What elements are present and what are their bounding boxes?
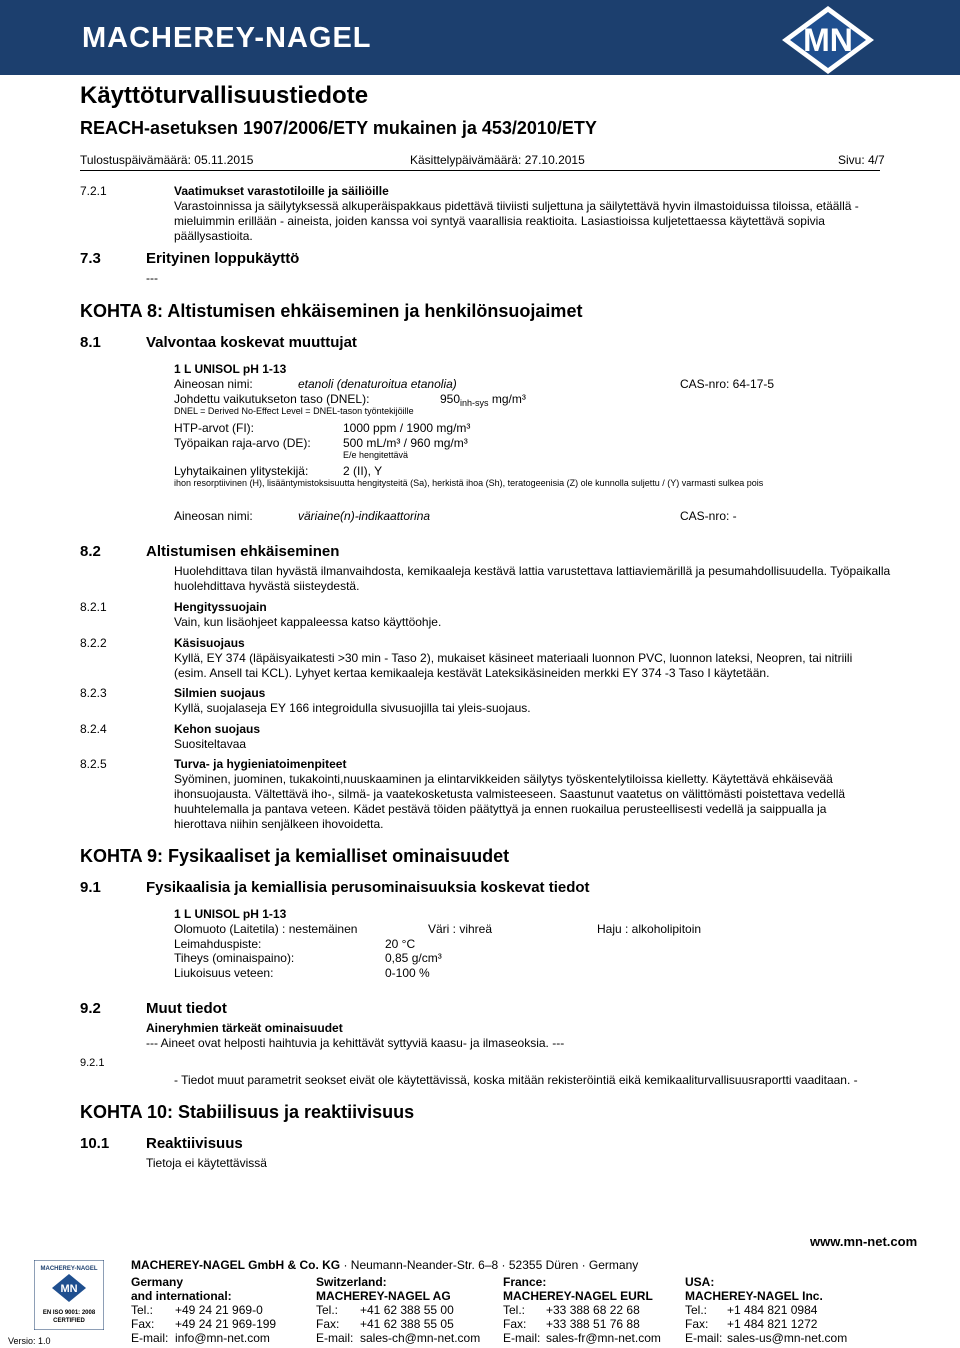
page-number: Sivu: 4/7 [838,153,885,167]
section-title: Silmien suojaus [174,686,266,700]
paragraph-line: (esim. Ansell tai KCL). Lyhyet kertaa kemikaaleja kestävät Lateksikäsineiden merkki EY 374 -3 Taso I käytetään. [174,666,770,680]
ingredient-label: Aineosan nimi: [174,377,253,391]
cas-number: CAS-nro: - [680,509,737,523]
color-value: Väri : vihreä [428,922,493,936]
footer-fax-label: Fax: [503,1317,527,1331]
footer-fax: +33 388 51 76 88 [546,1317,640,1331]
section-text: Kyllä, suojalaseja EY 166 integroidulla sivusuojilla tai yleis-suojaus. [174,701,531,715]
chapter-heading: KOHTA 10: Stabiilisuus ja reaktiivisuus [80,1102,415,1122]
footer-col-heading: France: [503,1275,547,1289]
section-number: 10.1 [80,1135,110,1152]
footer-fax: +41 62 388 55 05 [360,1317,454,1331]
solubility-value: 0-100 % [385,966,430,980]
section-title: Reaktiivisuus [146,1135,243,1152]
footer-col-heading: USA: [685,1275,715,1289]
footer-tel: +41 62 388 55 00 [360,1303,454,1317]
footer-fax: +49 24 21 969-199 [175,1317,277,1331]
dnel-note: DNEL = Derived No-Effect Level = DNEL-tason työntekijöille [174,406,414,416]
section-title: Muut tiedot [146,1000,227,1017]
company-line: MACHEREY-NAGEL GmbH & Co. KG · Neumann-Neander-Str. 6–8 · 52355 Düren · Germany [131,1258,639,1272]
work-limit-note: E/e hengitettävä [343,450,409,460]
solubility-label: Liukoisuus veteen: [174,966,274,980]
logo-text: MN [803,22,853,58]
certification-logo-icon [34,1260,104,1330]
legend-text: ihon resorptiivinen (H), lisääntymistoksisuutta hengitysteitä (Sa), herkistä ihoa (Sh), teratogeenisia (Z) ole kunnolla suljettu / (Y) varmasti sulkea pois [174,478,764,488]
ingredient-name: väriaine(n)-indikaattorina [298,509,431,523]
process-date: Käsittelypäivämäärä: 27.10.2015 [410,153,585,167]
footer-mail-label: E-mail: [131,1331,169,1345]
section-number: 9.2 [80,1000,101,1017]
footer-col-subheading: MACHEREY-NAGEL EURL [503,1289,653,1303]
footer-fax-label: Fax: [685,1317,709,1331]
paragraph-line: Syöminen, juominen, tukakointi,nuuskaaminen ja elintarvikkeiden säilytys työskentelytiloissa kielletty. Käytettävä ehkäisevää [174,772,833,786]
section-number: 8.2.1 [80,600,107,614]
footer-mail[interactable]: sales-us@mn-net.com [727,1331,848,1345]
section-number: 8.2.4 [80,722,107,736]
section-title: Käsisuojaus [174,636,245,650]
footer-col-subheading: MACHEREY-NAGEL AG [316,1289,451,1303]
footer-tel: +33 388 68 22 68 [546,1303,640,1317]
density-label: Tiheys (ominaispaino): [174,951,295,965]
footer-mail[interactable]: sales-fr@mn-net.com [546,1331,661,1345]
footer-tel: +49 24 21 969-0 [175,1303,263,1317]
physical-state: Olomuoto (Laitetila) : nestemäinen [174,922,358,936]
svg-text:EN ISO 9001: 2008: EN ISO 9001: 2008 [42,1310,96,1316]
short-term-value: 2 (II), Y [343,464,383,478]
footer-mail[interactable]: info@mn-net.com [175,1331,270,1345]
document-title: Käyttöturvallisuustiedote [80,82,369,109]
section-number: 8.2.3 [80,686,107,700]
section-number: 9.2.1 [80,1057,105,1069]
footer-mail-label: E-mail: [503,1331,541,1345]
work-limit-label: Työpaikan raja-arvo (DE): [174,436,311,450]
footer-mail-label: E-mail: [316,1331,354,1345]
section-text: Suositeltavaa [174,737,247,751]
footer-tel-label: Tel.: [316,1303,339,1317]
section-title: Kehon suojaus [174,722,261,736]
product-name: 1 L UNISOL pH 1-13 [174,362,287,376]
paragraph-line: mieluimmin erillään - aineista, joiden kanssa voi syntyä vaarallisia reaktioita. Lasiastioissa kuljetettaessa käytettävä sopivia [174,214,825,228]
version-label: Versio: 1.0 [8,1336,51,1346]
section-text: --- [146,271,158,285]
section-number: 7.3 [80,250,101,267]
section-title: Turva- ja hygieniatoimenpiteet [174,757,347,771]
flash-point-value: 20 °C [385,937,416,951]
section-text: - Tiedot muut parametrit seokset eivät ole käytettävissä, koska mitään rekisteröintiä eikä kemikaaliturvallisuusraportti vaaditaan. - [174,1073,858,1087]
svg-text:CERTIFIED: CERTIFIED [53,1318,85,1324]
footer-col-heading: Switzerland: [316,1275,387,1289]
section-title: Fysikaalisia ja kemiallisia perusominaisuuksia koskevat tiedot [146,879,590,896]
section-title: Hengityssuojain [174,600,267,614]
website-link[interactable]: www.mn-net.com [810,1234,918,1249]
footer-mail[interactable]: sales-ch@mn-net.com [360,1331,481,1345]
footer-mail-label: E-mail: [685,1331,723,1345]
footer-fax-label: Fax: [131,1317,155,1331]
footer-col-subheading: MACHEREY-NAGEL Inc. [685,1289,823,1303]
cas-number: CAS-nro: 64-17-5 [680,377,775,391]
footer-fax-label: Fax: [316,1317,340,1331]
dnel-label: Johdettu vaikutukseton taso (DNEL): [174,392,370,406]
paragraph-line: ihonsuojausta. Vältettävä iho-, silmä- ja vaatekosketusta valmisteeseen. Saastunut vaatetus on välittömästi poistettava vedellä [174,787,846,801]
paragraph-line: päällysastioita. [174,229,253,243]
section-text: Vain, kun lisäohjeet kappaleessa katso käyttöohje. [174,615,442,629]
htp-value: 1000 ppm / 1900 mg/m³ [343,421,471,435]
density-value: 0,85 g/cm³ [385,951,442,965]
paragraph-line: Kyllä, EY 374 (läpäisyaikatesti >30 min - Taso 2), mukaiset käsineet materiaali luonnon PVC, luonnon lateksi, Neopren, tai nitriili [174,651,853,665]
section-number: 8.2 [80,543,101,560]
footer-fax: +1 484 821 1272 [727,1317,818,1331]
ingredient-name: etanoli (denaturoitua etanolia) [298,377,457,391]
header-divider [80,170,880,171]
work-limit-value: 500 mL/m³ / 960 mg/m³ [343,436,468,450]
section-number: 8.2.2 [80,636,107,650]
section-title: Altistumisen ehkäiseminen [146,543,340,560]
paragraph-line: huuhtelemalla ja pantava veteen. Kädet pestävä töiden päätyttyä ja ennen ruokailua perusteellisesti vedellä ja saippualla ja [174,802,827,816]
brand-name: MACHEREY-NAGEL [82,22,372,54]
footer-tel-label: Tel.: [685,1303,708,1317]
print-date: Tulostuspäivämäärä: 05.11.2015 [80,153,254,167]
section-title: Erityinen loppukäyttö [146,250,300,267]
dnel-value: $950_{inh-sys}$ mg/m³ [440,392,526,408]
footer-tel: +1 484 821 0984 [727,1303,818,1317]
short-term-label: Lyhytaikainen ylitystekijä: [174,464,309,478]
section-text: Tietoja ei käytettävissä [146,1156,267,1170]
svg-text:MACHEREY-NAGEL: MACHEREY-NAGEL [40,1266,98,1272]
mn-logo-icon [778,4,878,76]
odor-value: Haju : alkoholipitoin [597,922,702,936]
svg-text:MN: MN [60,1283,78,1295]
paragraph-line: huolehdittava hyvästä siisteydestä. [174,579,360,593]
flash-point-label: Leimahduspiste: [174,937,262,951]
section-number: 8.1 [80,334,101,351]
section-number: 8.2.5 [80,757,107,771]
footer-tel-label: Tel.: [131,1303,154,1317]
paragraph-line: Varastoinnissa ja säilytyksessä alkuperäispakkaus pidettävä tiiviisti suljettuna ja säilytettävä hyvin ilmastoiduissa tiloissa, etäällä - [174,199,859,213]
footer-col-heading: Germany [131,1275,184,1289]
section-title: Vaatimukset varastotiloille ja säiliöille [174,184,389,198]
product-name: 1 L UNISOL pH 1-13 [174,907,287,921]
section-title: Valvontaa koskevat muuttujat [146,334,357,351]
paragraph-line: Huolehdittava tilan hyvästä ilmanvaihdosta, kemikaaleja kestävä lattia varustettava lattiaviemärillä ja pesumahdollisuudella. Työpaikalla [174,564,891,578]
chapter-heading: KOHTA 9: Fysikaaliset ja kemialliset ominaisuudet [80,846,510,866]
subsection-title: Aineryhmien tärkeät ominaisuudet [146,1021,343,1035]
htp-label: HTP-arvot (FI): [174,421,254,435]
chapter-heading: KOHTA 8: Altistumisen ehkäiseminen ja henkilönsuojaimet [80,301,583,321]
section-text: --- Aineet ovat helposti haihtuvia ja kehittävät syttyviä kaasu- ja ilmaseoksia. --- [146,1036,565,1050]
ingredient-label: Aineosan nimi: [174,509,253,523]
paragraph-line: hierottava niihin senjälkeen ihovoidetta. [174,817,384,831]
footer-col-subheading: and international: [131,1289,232,1303]
section-number: 7.2.1 [80,184,107,198]
section-number: 9.1 [80,879,101,896]
footer-tel-label: Tel.: [503,1303,526,1317]
document-subtitle: REACH-asetuksen 1907/2006/ETY mukainen ja 453/2010/ETY [80,118,597,138]
